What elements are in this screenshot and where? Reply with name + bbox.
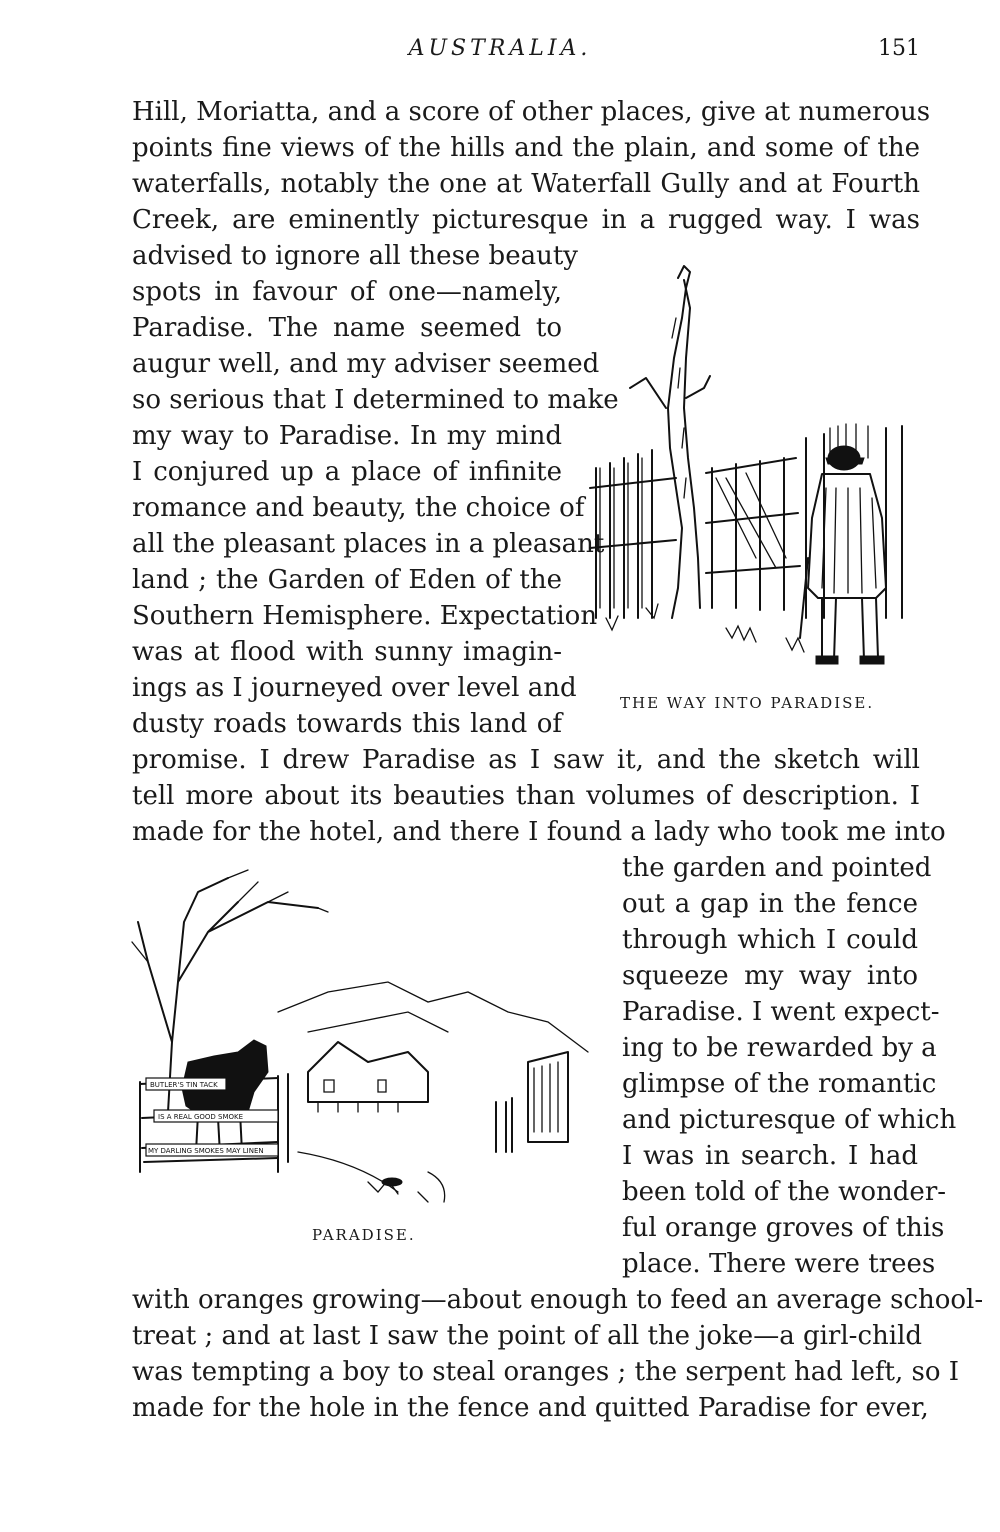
text-line: place. There were trees bbox=[622, 1249, 936, 1279]
running-head bbox=[0, 36, 1000, 76]
text-line: waterfalls, notably the one at Waterfall Gully and at Fourth bbox=[132, 169, 920, 199]
text-line: Southern Hemisphere. Expectation bbox=[132, 601, 598, 631]
figure-paradise bbox=[128, 862, 598, 1252]
text-line: glimpse of the romantic bbox=[622, 1069, 937, 1099]
text-line: ing to be rewarded by a bbox=[622, 1033, 937, 1063]
text-line: treat ; and at last I saw the point of all the joke—a girl-child bbox=[132, 1321, 923, 1351]
text-line: Creek, are eminently picturesque in a rugged way. I was bbox=[132, 205, 920, 235]
text-line: I was in search. I had bbox=[622, 1141, 918, 1171]
text-line: romance and beauty, the choice of bbox=[132, 493, 585, 523]
text-line: dusty roads towards this land of bbox=[132, 709, 562, 739]
illustration-paradise-landscape bbox=[128, 862, 598, 1212]
sign-text: MY DARLING SMOKES MAY LINEN bbox=[148, 1147, 264, 1155]
text-line: I conjured up a place of infinite bbox=[132, 457, 562, 487]
page-number: 151 bbox=[878, 36, 920, 61]
text-line: ful orange groves of this bbox=[622, 1213, 945, 1243]
figure-caption: THE WAY INTO PARADISE. bbox=[620, 694, 875, 712]
text-line: been told of the wonder- bbox=[622, 1177, 947, 1207]
figure-way-into-paradise bbox=[586, 258, 916, 712]
text-line: augur well, and my adviser seemed bbox=[132, 349, 600, 379]
text-line: and picturesque of which bbox=[622, 1105, 957, 1135]
text-line: spots in favour of one—namely, bbox=[132, 277, 562, 307]
text-line: promise. I drew Paradise as I saw it, and the sketch will bbox=[132, 745, 920, 775]
text-line: was tempting a boy to steal oranges ; the serpent had left, so I bbox=[132, 1357, 960, 1387]
text-line: the garden and pointed bbox=[622, 853, 932, 883]
running-title: AUSTRALIA. bbox=[408, 36, 592, 61]
text-line: my way to Paradise. In my mind bbox=[132, 421, 562, 451]
text-line: out a gap in the fence bbox=[622, 889, 918, 919]
illustration-man-at-fence bbox=[586, 258, 916, 678]
text-line: Hill, Moriatta, and a score of other places, give at numerous bbox=[132, 97, 931, 127]
text-line: advised to ignore all these beauty bbox=[132, 241, 578, 271]
figure-caption: PARADISE. bbox=[312, 1226, 416, 1244]
sign-text: IS A REAL GOOD SMOKE bbox=[158, 1113, 244, 1121]
text-line: points fine views of the hills and the plain, and some of the bbox=[132, 133, 920, 163]
text-line: so serious that I determined to make bbox=[132, 385, 619, 415]
text-line: with oranges growing—about enough to feed an average school- bbox=[132, 1285, 984, 1315]
sign-text: BUTLER'S TIN TACK bbox=[150, 1081, 218, 1089]
text-line: all the pleasant places in a pleasant bbox=[132, 529, 605, 559]
text-line: tell more about its beauties than volumes of description. I bbox=[132, 781, 920, 811]
text-line: made for the hotel, and there I found a lady who took me into bbox=[132, 817, 946, 847]
text-line: through which I could bbox=[622, 925, 918, 955]
text-line: land ; the Garden of Eden of the bbox=[132, 565, 562, 595]
text-line: Paradise. I went expect- bbox=[622, 997, 940, 1027]
text-line: made for the hole in the fence and quitted Paradise for ever, bbox=[132, 1393, 929, 1423]
text-line: was at flood with sunny imagin- bbox=[132, 637, 562, 667]
text-line: Paradise. The name seemed to bbox=[132, 313, 562, 343]
text-line: ings as I journeyed over level and bbox=[132, 673, 577, 703]
text-line: squeeze my way into bbox=[622, 961, 918, 991]
